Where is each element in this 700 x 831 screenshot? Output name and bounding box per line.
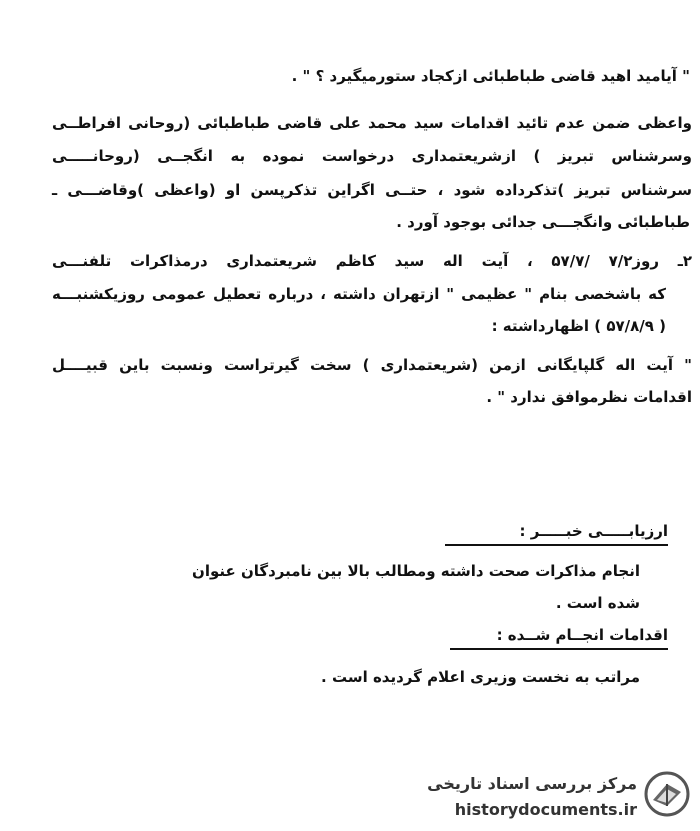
text-line: که باشخصی بنام " عظیمی " ازتهران داشته ، درباره تعطیل عمومی روزیکشنبـــه bbox=[52, 285, 666, 303]
text-line: " آیت اله گلپایگانی ازمن (شریعتمداری ) سخت گیرتراست ونسبت باین قبیــــل bbox=[52, 356, 692, 374]
text-line: طباطبائی وانگجـــی جدائی بوجود آورد . bbox=[396, 213, 690, 231]
text-line: سرشناس تبریز )تذکرداده شود ، حتــی اگراین تذکرپسن او (واعظی )وقاضـــی ـ bbox=[52, 181, 692, 199]
heading-underline bbox=[450, 648, 668, 650]
archive-url[interactable]: historydocuments.ir bbox=[454, 800, 637, 819]
assessment-heading: ارزیابـــــی خبـــــر : bbox=[519, 522, 668, 540]
text-line: اقدامات نظرموافق ندارد " . bbox=[486, 388, 692, 406]
text-line: وسرشناس تبریز ) ازشریعتمداری درخواست نموده به انگجــی (روحانـــــی bbox=[52, 147, 692, 165]
heading-underline bbox=[445, 544, 668, 546]
archive-name: مرکز بررسی اسناد تاریخی bbox=[427, 774, 637, 793]
text-line: شده است . bbox=[555, 594, 640, 612]
text-line: مراتب به نخست وزیری اعلام گردیده است . bbox=[321, 668, 640, 686]
book-logo-icon bbox=[643, 770, 691, 818]
text-line: ۲ـ روز۷/۲ /۵۷/۷ ، آیت اله سید کاظم شریعتمداری درمذاکرات تلفنـــی bbox=[52, 252, 692, 270]
text-line: ( ۵۷/۸/۹ ) اظهارداشته : bbox=[491, 317, 666, 335]
text-line: " آیامید اهید قاضی طباطبائی ازکجاد ستورمیگیرد ؟ " . bbox=[291, 67, 690, 85]
actions-heading: اقدامات انجــام شــده : bbox=[496, 626, 668, 644]
text-line: واعظی ضمن عدم تائید اقدامات سید محمد علی قاضی طباطبائی (روحانی افراطــی bbox=[52, 114, 692, 132]
text-line: انجام مذاکرات صحت داشته ومطالب بالا بین نامبردگان عنوان bbox=[192, 562, 640, 580]
